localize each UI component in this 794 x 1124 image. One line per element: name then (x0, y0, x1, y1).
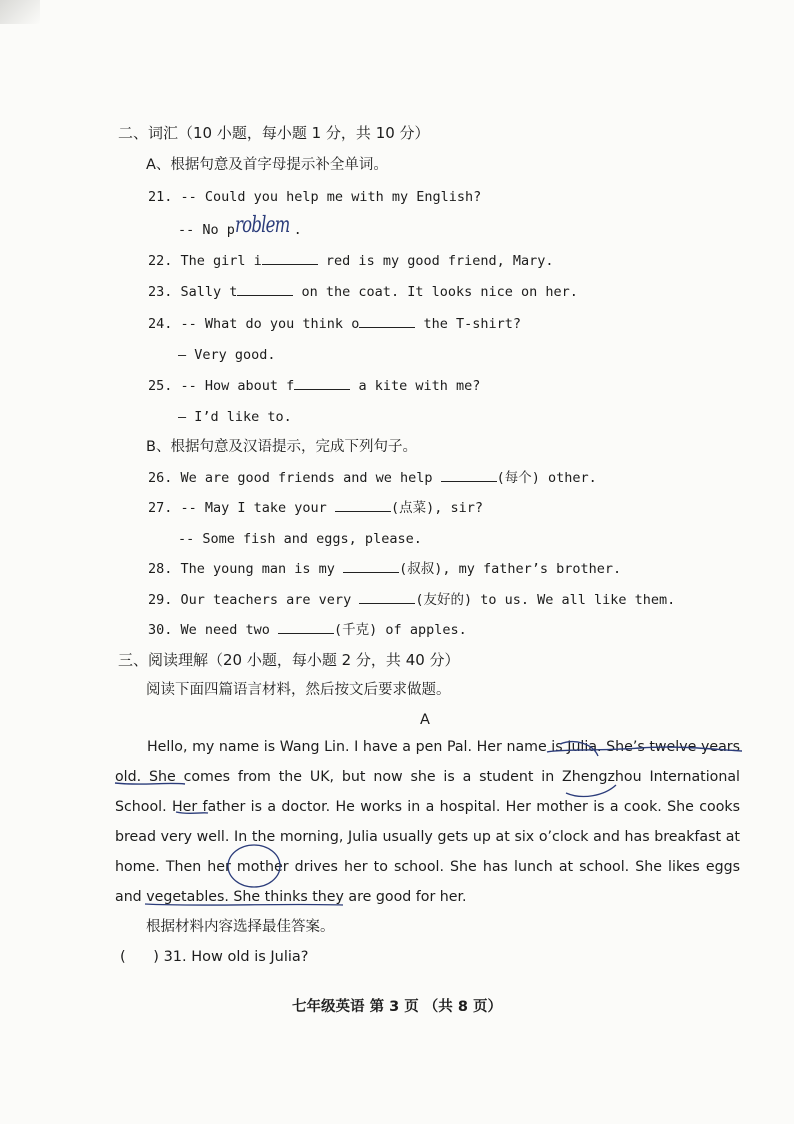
question-28 (148, 560, 621, 578)
question-26-text-a: 26. We are good friends and we help (148, 470, 441, 486)
question-25-response: — I’d like to. (178, 409, 292, 425)
answer-blank-28[interactable] (343, 560, 399, 573)
section-3-title: 三、阅读理解（20 小题，每小题 2 分，共 40 分） (118, 651, 460, 669)
question-21-suffix: . (293, 222, 302, 238)
answer-blank-30[interactable] (278, 621, 334, 634)
part-a-instruction: A、根据句意及首字母提示补全单词。 (146, 157, 388, 173)
answer-blank-24[interactable] (359, 315, 415, 328)
question-23-text-b: on the coat. It looks nice on her. (293, 284, 578, 300)
question-27-text-a: 27. -- May I take your (148, 500, 335, 516)
question-25-text-b: a kite with me? (350, 378, 481, 394)
answer-blank-27[interactable] (335, 499, 391, 512)
question-30-text-a: 30. We need two (148, 622, 279, 638)
question-29-text-a: 29. Our teachers are very (148, 592, 360, 608)
page-footer: 七年级英语 第 3 页 （共 8 页） (292, 999, 502, 1015)
question-22 (148, 252, 554, 270)
question-23-text-a: 23. Sally t (148, 284, 238, 300)
answer-paren-31[interactable]: ( ) (120, 949, 159, 965)
question-24-text-b: the T-shirt? (415, 316, 521, 332)
answer-blank-26[interactable] (441, 469, 497, 482)
question-21-line-2 (178, 213, 302, 239)
answer-blank-23[interactable] (237, 283, 293, 296)
question-25-text-a: 25. -- How about f (148, 378, 295, 394)
question-28-text-b: (叔叔), my father’s brother. (399, 561, 622, 577)
question-27-text-b: (点菜), sir? (390, 500, 483, 516)
scan-edge-shadow (0, 0, 40, 24)
handwritten-answer-21: roblem (234, 213, 290, 238)
question-24-text-a: 24. -- What do you think o (148, 316, 360, 332)
question-28-text-a: 28. The young man is my (148, 561, 344, 577)
part-b-instruction: B、根据句意及汉语提示，完成下列句子。 (146, 439, 417, 455)
question-31-text: 31. How old is Julia? (163, 949, 309, 965)
reading-intro: 阅读下面四篇语言材料，然后按文后要求做题。 (146, 682, 451, 698)
question-26 (148, 469, 597, 487)
question-22-text-a: 22. The girl i (148, 253, 262, 269)
question-23 (148, 283, 578, 301)
answer-blank-29[interactable] (359, 591, 415, 604)
question-21-line-1: 21. -- Could you help me with my English? (148, 189, 482, 205)
section-2-title: 二、词汇（10 小题，每小题 1 分，共 10 分） (118, 124, 430, 142)
question-29 (148, 591, 675, 609)
question-27 (148, 499, 483, 517)
question-30-text-b: (千克) of apples. (334, 622, 467, 638)
question-26-text-b: (每个) other. (496, 470, 597, 486)
question-24-response: — Very good. (178, 347, 276, 363)
question-22-text-b: red is my good friend, Mary. (317, 253, 554, 269)
question-27-response: -- Some fish and eggs, please. (178, 531, 422, 547)
question-30 (148, 621, 467, 639)
choice-instruction: 根据材料内容选择最佳答案。 (146, 919, 335, 935)
question-25 (148, 377, 480, 395)
question-21-prefix: -- No p (178, 222, 235, 238)
passage-label: A (420, 712, 430, 728)
question-31 (120, 948, 309, 966)
question-29-text-b: (友好的) to us. We all like them. (415, 592, 676, 608)
answer-blank-25[interactable] (294, 377, 350, 390)
reading-passage-a: Hello, my name is Wang Lin. I have a pen Pal. Her name is Julia. She’s twelve years old. She comes from the UK, but now she is a student in Zhengzhou International School. Her father is a doctor. He works in a hospital. Her mother is a cook. She cooks bread very well. In the morning, Julia usually gets up at six o’clock and has breakfast at home. Then her mother drives her to school. She has lunch at school. She likes eggs and vegetables. She thinks they are good for her. (115, 739, 740, 905)
answer-blank-22[interactable] (262, 252, 318, 265)
question-24 (148, 315, 521, 333)
